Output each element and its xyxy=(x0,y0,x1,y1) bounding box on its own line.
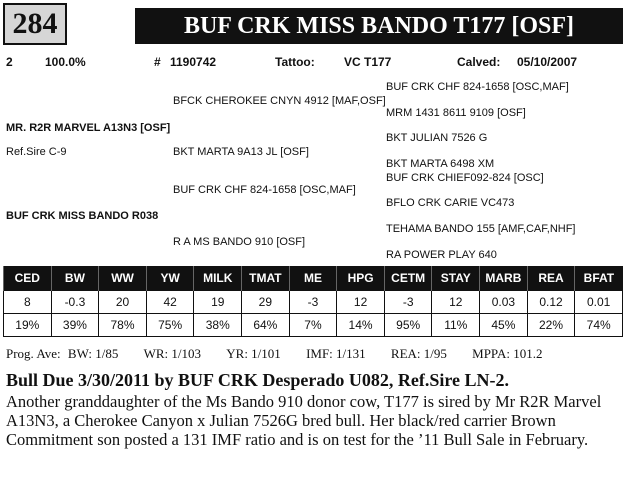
epd-header: BW xyxy=(51,266,99,291)
description: Another granddaughter of the Ms Bando 910 donor cow, T177 is sired by Mr R2R Marvel A13N3, a Cherokee Canyon x Julian 7526G bred bull. Her black/red carrier Brown Commitment son posted a 131 IMF ratio and is on test for the ’11 Bull Sale in February. xyxy=(6,392,602,449)
epd-percentile: 78% xyxy=(99,314,147,337)
epd-value: 29 xyxy=(242,291,290,314)
epd-header: STAY xyxy=(432,266,480,291)
epd-header: ME xyxy=(289,266,337,291)
epd-percentile: 38% xyxy=(194,314,242,337)
epd-header: REA xyxy=(527,266,575,291)
epd-header: WW xyxy=(99,266,147,291)
epd-percentile: 14% xyxy=(337,314,385,337)
calved-value: 05/10/2007 xyxy=(517,55,578,69)
pedigree-dsd: BFLO CRK CARIE VC473 xyxy=(386,197,515,209)
epd-percentile: 74% xyxy=(575,314,623,337)
epd-percentile: 45% xyxy=(480,314,528,337)
pedigree-sdd: BKT MARTA 6498 XM xyxy=(386,158,495,170)
epd-table xyxy=(3,266,623,337)
epd-header: YW xyxy=(146,266,194,291)
epd-percentiles-row xyxy=(4,314,623,337)
tattoo-label: Tattoo: xyxy=(275,55,315,69)
lot-number: 284 xyxy=(3,3,67,45)
pedigree-dam-dam: R A MS BANDO 910 [OSF] xyxy=(173,236,306,248)
epd-value: 19 xyxy=(194,291,242,314)
registration-number: 1190742 xyxy=(170,55,217,69)
epd-header: MILK xyxy=(194,266,242,291)
epd-value: -3 xyxy=(384,291,432,314)
pedigree-ref-sire: Ref.Sire C-9 xyxy=(6,146,67,158)
epd-value: 8 xyxy=(4,291,52,314)
epd-percentile: 39% xyxy=(51,314,99,337)
epd-header: BFAT xyxy=(575,266,623,291)
progeny-label: Prog. Ave: xyxy=(6,346,61,361)
epd-header: CETM xyxy=(384,266,432,291)
epd-percentile: 11% xyxy=(432,314,480,337)
epd-value: 12 xyxy=(432,291,480,314)
progeny-bw: BW: 1/85 xyxy=(67,346,119,361)
epd-header: HPG xyxy=(337,266,385,291)
pedigree-ssd: MRM 1431 8611 9109 [OSF] xyxy=(386,107,526,119)
epd-header: CED xyxy=(4,266,52,291)
epd-percentile: 7% xyxy=(289,314,337,337)
epd-percentile: 75% xyxy=(146,314,194,337)
pedigree-sire-dam: BKT MARTA 9A13 JL [OSF] xyxy=(173,146,309,158)
count: 2 xyxy=(6,55,13,69)
epd-header: TMAT xyxy=(242,266,290,291)
epd-percentile: 22% xyxy=(527,314,575,337)
epd-value: 42 xyxy=(146,291,194,314)
pedigree-dam: BUF CRK MISS BANDO R038 xyxy=(6,210,159,222)
epd-header-row xyxy=(4,266,623,291)
epd-value: 0.03 xyxy=(480,291,528,314)
calved-label: Calved: xyxy=(457,55,501,69)
tattoo-value: VC T177 xyxy=(344,55,392,69)
epd-value: 0.12 xyxy=(527,291,575,314)
progeny-wr: WR: 1/103 xyxy=(143,346,202,361)
epd-value: 12 xyxy=(337,291,385,314)
pedigree-dam-sire: BUF CRK CHF 824-1658 [OSC,MAF] xyxy=(173,184,356,196)
progeny-mppa: MPPA: 101.2 xyxy=(472,346,543,361)
pedigree-sds: BKT JULIAN 7526 G xyxy=(386,132,488,144)
epd-header: MARB xyxy=(480,266,528,291)
epd-value: -3 xyxy=(289,291,337,314)
pedigree-sire-sire: BFCK CHEROKEE CNYN 4912 [MAF,OSF] xyxy=(173,95,386,107)
reg-prefix: # xyxy=(154,55,161,69)
epd-percentile: 19% xyxy=(4,314,52,337)
epd-values-row xyxy=(4,291,623,314)
pedigree-dds: TEHAMA BANDO 155 [AMF,CAF,NHF] xyxy=(386,223,576,235)
progeny-averages xyxy=(6,346,542,362)
epd-value: 0.01 xyxy=(575,291,623,314)
epd-percentile: 95% xyxy=(384,314,432,337)
progeny-rea: REA: 1/95 xyxy=(390,346,447,361)
progeny-yr: YR: 1/101 xyxy=(226,346,281,361)
percent: 100.0% xyxy=(45,55,86,69)
epd-value: 20 xyxy=(99,291,147,314)
progeny-imf: IMF: 1/131 xyxy=(306,346,366,361)
epd-percentile: 64% xyxy=(242,314,290,337)
pedigree-ddd: RA POWER PLAY 640 xyxy=(386,249,497,261)
pedigree-sire: MR. R2R MARVEL A13N3 [OSF] xyxy=(6,122,171,134)
animal-title: BUF CRK MISS BANDO T177 [OSF] xyxy=(135,8,623,44)
headline: Bull Due 3/30/2011 by BUF CRK Desperado U082, Ref.Sire LN-2. xyxy=(6,370,510,390)
pedigree-sss: BUF CRK CHF 824-1658 [OSC,MAF] xyxy=(386,81,569,93)
epd-value: -0.3 xyxy=(51,291,99,314)
pedigree-dss: BUF CRK CHIEF092-824 [OSC] xyxy=(386,172,544,184)
